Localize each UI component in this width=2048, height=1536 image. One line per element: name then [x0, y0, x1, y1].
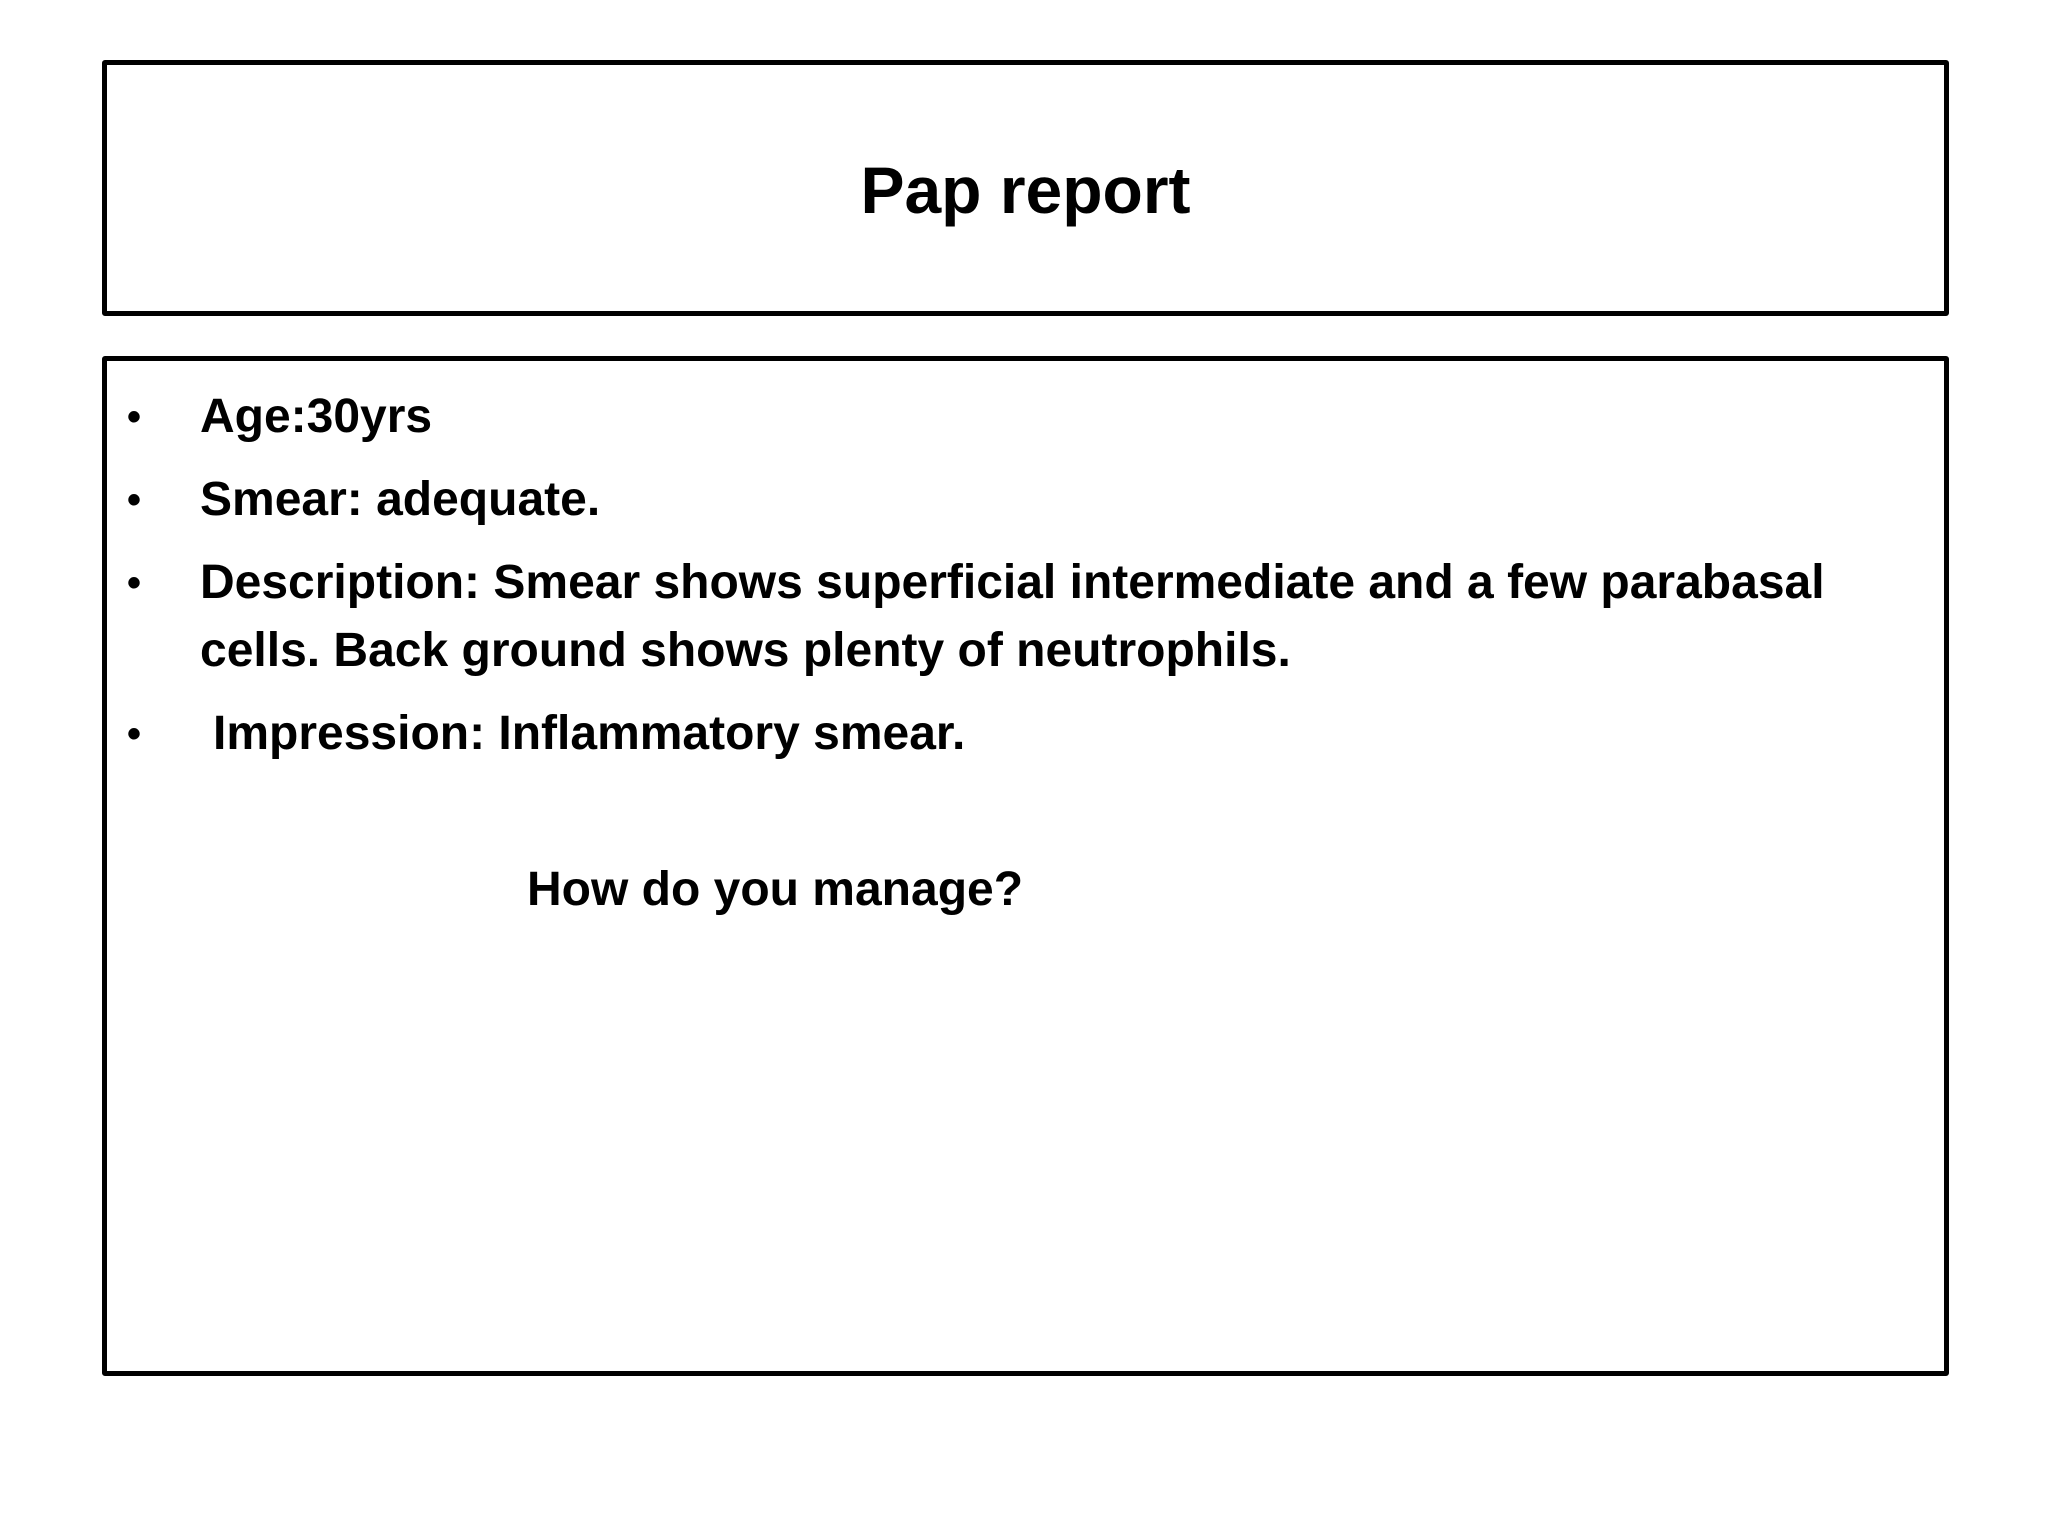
bullet-dot-icon: •: [127, 395, 142, 439]
title-box: [102, 60, 1949, 316]
management-question: How do you manage?: [527, 863, 1024, 916]
bullet-smear: [107, 466, 1944, 534]
bullet-impression: [107, 700, 1944, 768]
bullet-text-smear: Smear: adequate.: [200, 473, 601, 526]
bullet-age: [107, 383, 1944, 451]
slide-title: Pap report: [860, 153, 1191, 227]
bullet-text-age: Age:30yrs: [200, 390, 433, 443]
bullet-dot-icon: •: [127, 712, 142, 756]
bullet-text-impression: Impression: Inflammatory smear.: [213, 707, 966, 760]
bullet-text-description: Description: Smear shows superficial intermediate and a few parabasal cells. Back ground shows plenty of neutrophils.: [200, 556, 1825, 677]
bullet-dot-icon: •: [127, 561, 142, 605]
bullet-list: [107, 383, 1944, 783]
bullet-description: [107, 549, 1944, 685]
bullet-dot-icon: •: [127, 478, 142, 522]
content-box: [102, 356, 1949, 1376]
